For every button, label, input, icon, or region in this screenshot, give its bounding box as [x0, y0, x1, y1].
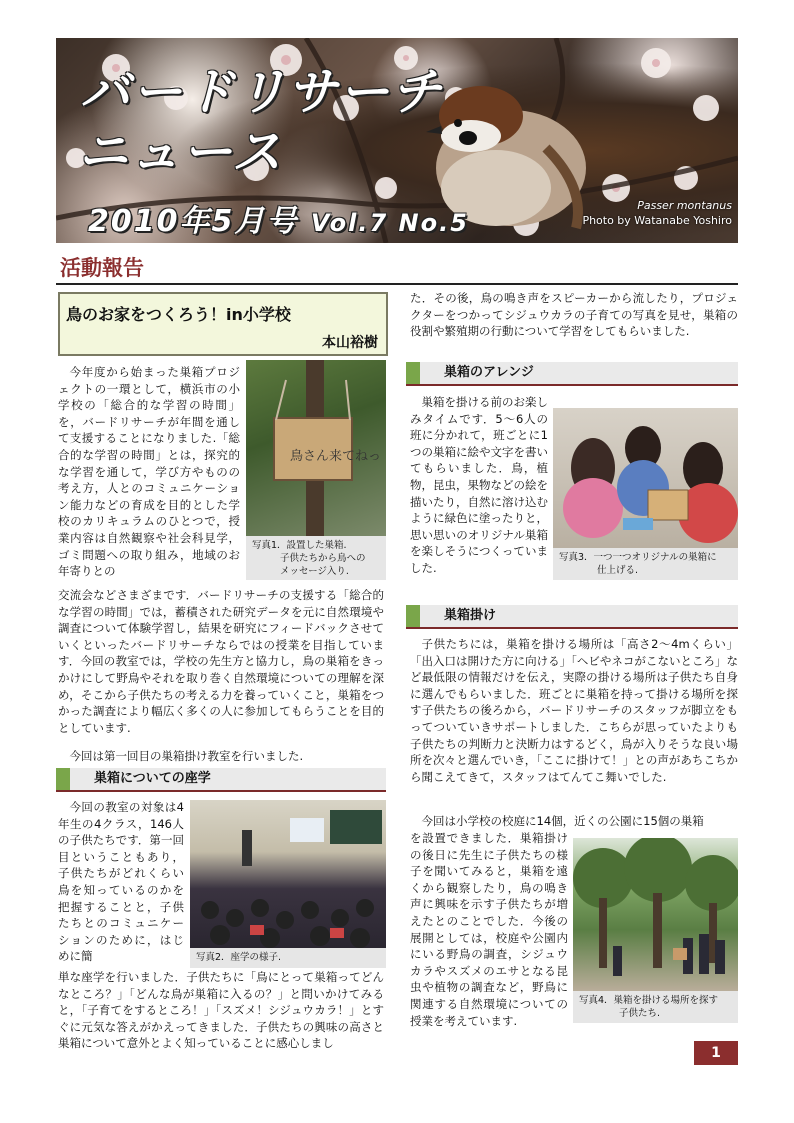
photo-1-birdhouse: [246, 360, 386, 536]
photo-4-caption: [573, 991, 738, 1023]
section-rule: [56, 283, 738, 285]
kake-paragraph-mid: 今回は小学校の校庭に14個，近くの公園に15個の巣箱: [421, 814, 704, 828]
subheading-arrange: [406, 362, 738, 386]
zagaku-paragraph-narrow: 今回の教室の対象は4年生の4クラス，146人の子供たちです．第一回目ということもあり，子供たちがどれくらい鳥を知っているのかを把握することと，子供たちとのコミュニケーションのために，はじめに簡: [58, 800, 184, 964]
col2-top-paragraph: た．その後，鳥の鳴き声をスピーカーから流したり，プロジェクターをつかってシジュウカラの子育ての写真を見せ，巣箱の役割や繁殖期の行動について学習をしてもらいました.: [410, 291, 738, 339]
photo-3-caption: [553, 548, 738, 580]
article-title: 鳥のお家をつくろう！in小学校: [66, 305, 291, 324]
intro-last-line: 今回は第一回目の巣箱掛け教室を行いました.: [69, 749, 304, 763]
kake-paragraph-wide: 子供たちには，巣箱を掛ける場所は「高さ2～4mくらい」「出入口は開けた方に向ける」「ヘビやネコがこないところ」など最低限の情報だけを伝え，実際の掛ける場所は子供たち自身に選んでもらいました．班ごとに巣箱を持って掛ける場所を探す子供たちの後ろから，バードリサーチのスタッフが脚立をもってついていきサポートしました．こちらが思っていたよりも子供たちの判断力と決断力はするどく，鳥が入りそうな良い場所を次々と選んでいき，「ここに掛けて！」との声があちこちから聞こえてきて，スタッフはてんてこ舞いでした.: [410, 637, 738, 784]
photo-credit: [582, 198, 732, 228]
photo-credit-text: Photo by Watanabe Yoshiro: [582, 214, 732, 227]
photo-1-caption-line1: 写真1．設置した巣箱.: [252, 540, 347, 551]
photo-4-caption-line1: 写真4．巣箱を掛ける場所を探す: [579, 995, 719, 1006]
masthead-title-line2: ニュース: [78, 123, 284, 181]
photo-3-painting: [553, 408, 738, 548]
photo-2-classroom: [190, 800, 386, 948]
issue-label: [88, 196, 469, 240]
article-author: 本山裕樹: [322, 335, 378, 351]
intro-paragraph-narrow: 今年度から始まった巣箱プロジェクトの一環として，横浜市の小学校の「総合的な学習の時間」を，バードリサーチが年間を通して支援することになりました.「総合的な学習の時間」とは，探究的な学習を通して，学び方やものの考え方，人とのコミュニケーション能力などの育成を目的とした学校のカリキュラムのひとつで，授業内容は自然観察や社会科見学，ゴミ問題への取り組み，地域のお年寄りとの: [58, 365, 240, 579]
issue-volume: Vol.7 No.5: [310, 209, 469, 237]
photo-1-caption-line2: 子供たちから鳥への: [280, 553, 366, 564]
subheading-arrange-text: 巣箱のアレンジ: [444, 365, 534, 380]
page-number: 1: [694, 1041, 738, 1065]
intro-paragraph-wide: 交流会などさまざまです．バードリサーチの支援する「総合的な学習の時間」では，蓄積された研究データを元に自然環境や調査について体験学習し，結果を研究にフィードバックさせていくといったバードリサーチならではの授業を目指しています．今回の教室では，学校の先生方と協力し，鳥の巣箱をきっかけにして野鳥やそれを取り巻く自然環境についての理解を深め，そこから子供たちの考える力を養っていくこと，巣箱をつかった調査により幅広く多くの人に参加してもらうことを目的としています.: [58, 588, 384, 735]
photo-3-caption-line2: 仕上げる.: [597, 565, 639, 576]
masthead-banner: [56, 38, 738, 243]
photo-1-sign-text: 鳥さん来てねっ: [290, 449, 382, 464]
subheading-zagaku-text: 巣箱についての座学: [94, 771, 211, 786]
subheading-kake-text: 巣箱掛け: [444, 608, 497, 623]
kake-paragraph-narrow: を設置できました．巣箱掛けの後日に先生に子供たちの様子を聞いてみると，巣箱を遠くから観察したり，鳥の鳴き声に興味を示す子供たちが増えたとのことでした．今後の展開としては，校庭や公園内にいる野鳥の調査，シジュウカラやスズメのエサとなる昆虫や植物の調査など，野鳥に関連する自然環境についての授業を考えています.: [410, 831, 568, 1028]
photo-species: Passer montanus: [637, 199, 732, 212]
issue-date: 2010年5月号: [88, 204, 299, 239]
arrange-paragraph: 巣箱を掛ける前のお楽しみタイムです．5～6人の班に分かれて，班ごとに1つの巣箱に絵や文字を書いてもらいました．鳥，植物，昆虫，果物などの絵を描いたり，自然に溶け込むように緑色に塗ったりと，思い思いのオリジナル巣箱を楽しそうにつくっていました.: [410, 395, 548, 575]
article-title-box: [58, 292, 388, 356]
photo-4-caption-line2: 子供たち.: [619, 1008, 661, 1019]
photo-4-park: [573, 838, 738, 991]
subheading-kake: [406, 605, 738, 629]
photo-2-caption: 写真2．座学の様子.: [190, 948, 386, 968]
photo-3-caption-line1: 写真3．一つ一つオリジナルの巣箱に: [559, 552, 717, 563]
photo-1-caption: [246, 536, 386, 580]
photo-1-caption-line3: メッセージ入り.: [280, 566, 349, 577]
subheading-zagaku: [56, 768, 386, 792]
section-title: 活動報告: [60, 256, 144, 280]
masthead-title-line1: バードリサーチ: [80, 63, 443, 121]
zagaku-paragraph-wide: 単な座学を行いました．子供たちに「鳥にとって巣箱ってどんなところ？」「どんな鳥が巣箱に入るの？」と問いかけてみると，「子育てをするところ！」「スズメ！シジュウカラ！」とすぐに元気な答えがかえってきました．子供たちの興味の高さと巣箱について意外とよく知っていることに感心しまし: [58, 970, 384, 1051]
